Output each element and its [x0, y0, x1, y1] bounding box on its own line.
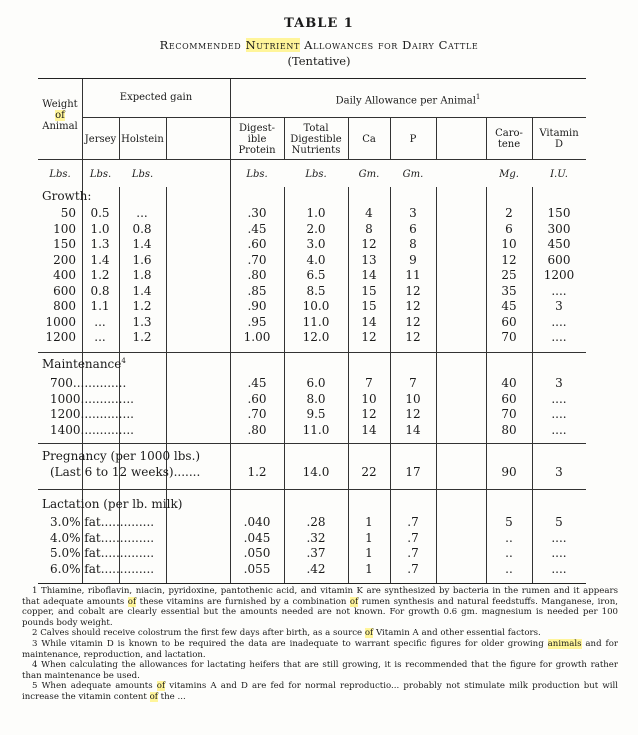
table-cell: 10	[405, 391, 421, 406]
growth-row	[38, 253, 586, 268]
unit: Lbs.	[131, 169, 154, 180]
table-cell: 3	[555, 299, 563, 313]
unit: Lbs.	[246, 169, 268, 180]
row-divider	[82, 117, 230, 118]
table-cell: 1.1	[90, 299, 110, 313]
table-cell: 1.4	[132, 283, 152, 298]
table-cell: 60	[501, 391, 517, 406]
table-cell: 1200	[543, 268, 575, 282]
table-cell: 0.5	[90, 206, 110, 220]
table-cell: 800	[53, 299, 76, 313]
table-cell: 6	[409, 221, 417, 236]
header-jersey: Jersey	[84, 134, 117, 145]
table-cell: 1.2	[132, 330, 152, 344]
table-cell: 0.8	[90, 283, 110, 298]
growth-row	[38, 268, 586, 283]
table-cell: 7	[365, 376, 373, 390]
table-cell: ..	[505, 561, 513, 576]
table-cell: 1	[365, 530, 373, 545]
table-cell: ...	[94, 314, 106, 329]
unit: Lbs.	[49, 169, 71, 180]
table-cell: 45	[501, 299, 517, 313]
row-divider	[230, 117, 586, 118]
maintenance-row	[38, 392, 586, 407]
table-cell: ....	[551, 407, 567, 421]
table-cell: 1.3	[132, 314, 152, 329]
table-cell: .95	[247, 314, 267, 329]
table-cell: .7	[407, 546, 419, 560]
table-cell: .85	[247, 283, 267, 298]
header-ca: Ca	[362, 134, 376, 145]
table-cell: 13	[361, 252, 377, 267]
table-title: TABLE 1	[284, 16, 354, 31]
header-expected-gain: Expected gain	[119, 92, 193, 103]
table-cell: 12.0	[302, 330, 330, 344]
table-cell: 1	[365, 515, 373, 529]
subtitle-post: Allowances for Dairy Cattle	[299, 38, 479, 52]
table-cell: 0.8	[132, 221, 152, 236]
table-cell: 150	[547, 206, 571, 220]
table-cell: 40	[501, 376, 517, 390]
lactation-row	[38, 515, 586, 530]
table-cell: 11	[405, 268, 421, 282]
table-cell: 80	[501, 422, 517, 437]
table-cell: 100	[53, 221, 76, 236]
table-cell: 14	[361, 314, 377, 329]
header-daily-allowance: Daily Allowance per Animal$^1$	[335, 93, 481, 107]
table-cell: 1.8	[132, 268, 152, 282]
table-cell: 12	[361, 237, 377, 251]
table-cell: ....	[551, 530, 567, 545]
table-cell: ..	[505, 530, 513, 545]
table-cell: 60	[501, 314, 517, 329]
table-cell: .45	[247, 376, 267, 390]
table-cell: 1.0	[306, 206, 326, 220]
header-divider	[38, 159, 586, 160]
table-cell: 14	[361, 422, 377, 437]
table-cell: 3.0	[306, 237, 326, 251]
table-cell: .60	[247, 237, 267, 251]
section-maintenance-label: Maintenance$^4$	[42, 357, 126, 371]
table-cell: .70	[247, 407, 267, 421]
growth-row	[38, 315, 586, 330]
unit: Gm.	[358, 169, 380, 180]
unit: Mg.	[499, 169, 519, 180]
footnote-4: 4 When calculating the allowances for lactating heifers that are still growing, it is recommended that the figure for growth rather than maintenance be used.	[22, 660, 618, 681]
table-cell: 300	[547, 221, 571, 236]
table-cell: 600	[547, 252, 571, 267]
growth-row	[38, 237, 586, 252]
table-cell: 8.5	[306, 283, 326, 298]
growth-row	[38, 206, 586, 221]
maintenance-row	[38, 407, 586, 422]
table-cell: 17	[405, 465, 421, 479]
footnote-5: 5 When adequate amounts of vitamins A and D are fed for normal reproductio... probably not stimulate milk production but will increase the vitamin content of the ...	[22, 681, 618, 702]
table-cell: .30	[247, 206, 267, 220]
table-cell: .045	[243, 530, 271, 545]
table-cell: 70	[501, 330, 517, 344]
table-cell: 70	[501, 407, 517, 421]
section-growth-label: Growth:	[42, 189, 92, 203]
table-cell: 1200..............	[50, 407, 134, 421]
table-cell: 12	[405, 407, 421, 421]
unit: I.U.	[550, 169, 568, 180]
table-cell: ....	[551, 561, 567, 576]
table-cell: ....	[551, 330, 567, 344]
table-cell: 400	[53, 268, 76, 282]
table-cell: .70	[247, 252, 267, 267]
table-cell: 4.0	[306, 252, 326, 267]
unit: Lbs.	[305, 169, 327, 180]
col-divider	[436, 117, 437, 159]
table-cell: ..	[505, 546, 513, 560]
maintenance-row	[38, 376, 586, 391]
table-cell: .055	[243, 561, 271, 576]
table-cell: .040	[243, 515, 271, 529]
table-cell: 12	[405, 330, 421, 344]
table-cell: 22	[361, 465, 377, 479]
table-cell: 5.0% fat..............	[50, 546, 155, 560]
section-divider	[38, 489, 586, 490]
table-cell: 1.2	[132, 299, 152, 313]
lactation-row	[38, 531, 586, 546]
lactation-row	[38, 546, 586, 561]
table-cell: 4	[365, 206, 373, 220]
table-cell: .37	[306, 546, 326, 560]
growth-row	[38, 222, 586, 237]
footnote-1: 1 Thiamine, riboflavin, niacin, pyridoxine, pantothenic acid, and vitamin K are synthesized by bacteria in the rumen and it appears that adequate amounts of these vitamins are furnished by a combination of rumen synthesis and natural feedstuffs. Manganese, iron, copper, and cobalt are clearly essential but the amounts needed are not known. For growth 0.6 gm. magnesium is needed per 100 pounds body weight.	[22, 586, 618, 628]
table-cell: 3.0% fat..............	[50, 515, 155, 529]
table-cell: 50	[60, 206, 76, 220]
table-cell: .80	[247, 422, 267, 437]
table-cell: 1	[365, 561, 373, 576]
table-cell: 2	[505, 206, 513, 220]
growth-row	[38, 330, 586, 345]
table-tentative-note: (Tentative)	[287, 54, 351, 68]
table-cell: 10	[361, 391, 377, 406]
table-cell: 1.3	[90, 237, 110, 251]
table-cell: 6.0	[306, 376, 326, 390]
section-lactation-label: Lactation (per lb. milk)	[42, 497, 183, 511]
footnote-3: 3 While vitamin D is known to be required the data are inadequate to warrant specific figures for older growing animals and for maintenance, reproduction, and lactation.	[22, 638, 618, 660]
table-cell: 12	[361, 330, 377, 344]
header-digestible-protein: Digest- ible Protein	[238, 123, 276, 156]
table-cell: 15	[361, 283, 377, 298]
table-cell: 3	[409, 206, 417, 220]
table-cell: 35	[501, 283, 517, 298]
table-cell: 12	[405, 314, 421, 329]
table-cell: 1200	[45, 330, 76, 344]
table-cell: 11.0	[302, 314, 330, 329]
lactation-row	[38, 562, 586, 577]
table-cell: 700..............	[50, 376, 127, 390]
subtitle-highlight: Nutrient	[245, 38, 300, 52]
header-holstein: Holstein	[121, 134, 164, 145]
unit: Lbs.	[89, 169, 112, 180]
table-cell: ....	[551, 314, 567, 329]
table-cell: 12	[361, 407, 377, 421]
header-total-digestible: Total Digestible Nutrients	[290, 123, 342, 156]
table-cell: .90	[247, 299, 267, 313]
growth-row	[38, 299, 586, 314]
table-cell: 450	[547, 237, 571, 251]
table-cell: 3	[555, 465, 563, 479]
table-cell: .42	[306, 561, 326, 576]
unit: Gm.	[402, 169, 424, 180]
table-cell: .80	[247, 268, 267, 282]
table-cell: ....	[551, 546, 567, 560]
growth-row	[38, 284, 586, 299]
table-cell: .7	[407, 515, 419, 529]
table-cell: 1000	[45, 314, 76, 329]
table-cell: 8	[365, 221, 373, 236]
table-cell: 1.0	[90, 221, 110, 236]
table-cell: 1.2	[90, 268, 110, 282]
table-cell: 3	[555, 376, 563, 390]
table-cell: .7	[407, 530, 419, 545]
table-cell: 10	[501, 237, 517, 251]
table-cell: ...	[94, 330, 106, 344]
pregnancy-sublabel: (Last 6 to 12 weeks).......	[50, 465, 201, 479]
maintenance-row	[38, 423, 586, 438]
table-cell: 4.0% fat..............	[50, 530, 155, 545]
table-cell: 8.0	[306, 391, 326, 406]
table-cell: 1.4	[90, 252, 110, 267]
table-cell: .28	[306, 515, 326, 529]
section-divider	[38, 443, 586, 444]
table-cell: .45	[247, 221, 267, 236]
table-cell: 11.0	[302, 422, 330, 437]
table-cell: 5	[555, 515, 563, 529]
table-cell: 12	[405, 283, 421, 298]
table-cell: ...	[136, 206, 148, 220]
table-cell: 1000..............	[50, 391, 134, 406]
table-cell: 5	[505, 515, 513, 529]
table-cell: 1.2	[247, 465, 267, 479]
table-cell: 9	[409, 252, 417, 267]
col-divider	[166, 117, 167, 159]
table-cell: 7	[409, 376, 417, 390]
table-cell: ....	[551, 283, 567, 298]
table-cell: .60	[247, 391, 267, 406]
table-cell: 10.0	[302, 299, 330, 313]
header-vitamin-d: Vitamin D	[539, 128, 579, 150]
table-cell: 25	[501, 268, 517, 282]
table-cell: 600	[53, 283, 76, 298]
section-divider	[38, 352, 586, 353]
header-p: P	[409, 134, 417, 145]
table-cell: 14	[405, 422, 421, 437]
header-carotene: Caro- tene	[495, 128, 523, 150]
table-cell: ....	[551, 422, 567, 437]
table-cell: 6	[505, 221, 513, 236]
table-cell: 150	[53, 237, 76, 251]
table-cell: 1400..............	[50, 422, 134, 437]
table-cell: 14.0	[302, 465, 330, 479]
table-cell: 90	[501, 465, 517, 479]
table-cell: 12	[501, 252, 517, 267]
table-cell: 6.5	[306, 268, 326, 282]
pregnancy-row	[38, 465, 586, 480]
table-cell: 2.0	[306, 221, 326, 236]
footnote-2: 2 Calves should receive colostrum the first few days after birth, as a source of Vitamin A and other essential factors.	[32, 628, 541, 639]
table-cell: 9.5	[306, 407, 326, 421]
table-cell: 14	[361, 268, 377, 282]
table-cell: 8	[409, 237, 417, 251]
section-pregnancy-label: Pregnancy (per 1000 lbs.)	[42, 449, 201, 463]
table-cell: 1.6	[132, 252, 152, 267]
table-cell: 200	[53, 252, 76, 267]
footnotes	[22, 586, 618, 703]
table-cell: 1	[365, 546, 373, 560]
table-cell: 1.4	[132, 237, 152, 251]
table-cell: .7	[407, 561, 419, 576]
header-weight: Weight of Animal	[42, 99, 78, 132]
table-cell: 12	[405, 299, 421, 313]
table-cell: ....	[551, 391, 567, 406]
table-cell: .050	[243, 546, 271, 560]
table-cell: 15	[361, 299, 377, 313]
subtitle-pre: Recommended	[159, 38, 246, 52]
table-cell: 1.00	[243, 330, 271, 344]
table-subtitle	[0, 38, 638, 52]
table-cell: 6.0% fat..............	[50, 561, 155, 576]
nutrient-table	[38, 78, 586, 584]
table-cell: .32	[306, 530, 326, 545]
